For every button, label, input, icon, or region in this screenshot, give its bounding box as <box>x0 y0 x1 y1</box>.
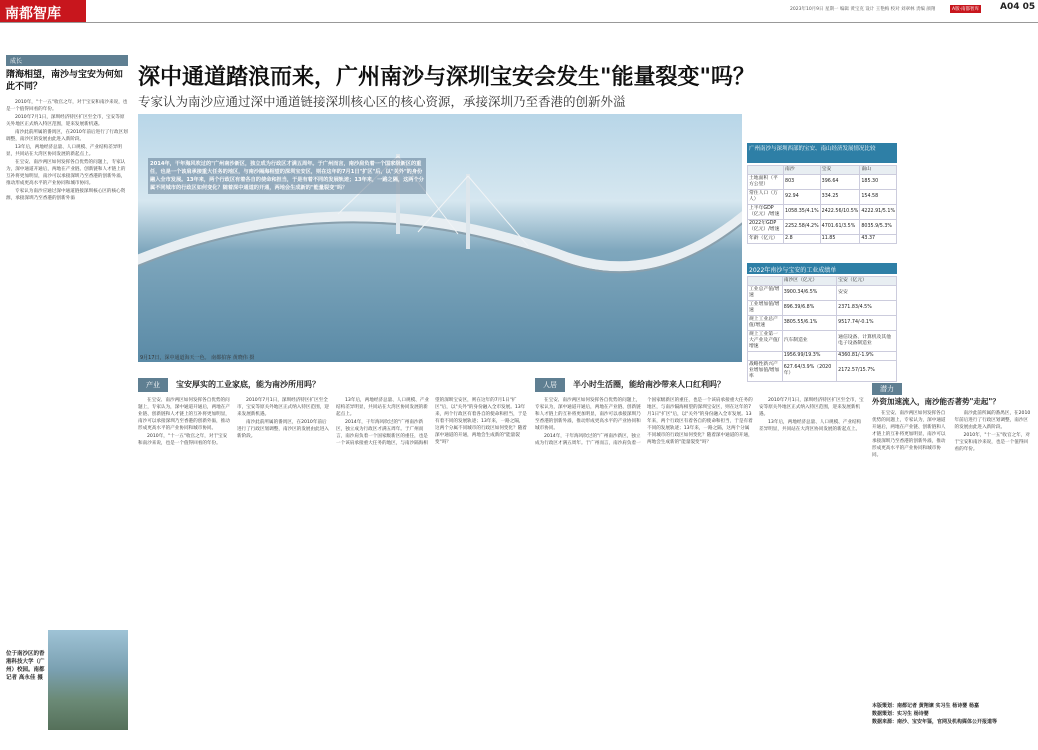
table-row <box>748 352 897 361</box>
table-cell: 8035.9/5.3% <box>860 220 897 235</box>
table-cell: 工业总产值/增速 <box>748 286 783 301</box>
table-cell: 2.8 <box>784 235 821 244</box>
table-cell: 宝安 <box>820 166 860 175</box>
left-para: 专家认为南沙应通过深中通道链接深圳核心区的核心资源，承接深圳乃至香港的创新外溢 <box>6 189 126 201</box>
section-header <box>138 376 528 393</box>
photo-overlay-text: 2014年，干年海风吹过的"广州南沙新区，独立成为行政区才满五周年。于广州而言，南沙肩负着一个国家级新区的重任，也是一个该肩承接重大任务的地区，与南沙隔海相望的深圳宝安区，则在这年的7月1日"扩区"后，以"关外"的身份融入全市发展。13年来，两个行政区有着各自的使命和担当，于是有着不同的发展轨迹；13年来，一路之隔，这两个分属不同城市的行政区如何变化？随着深中通道的开通，两地会生成新的"能量裂变"吗？ <box>148 158 426 194</box>
table-row <box>748 331 897 352</box>
table-cell: 上半年GDP（亿元）/增速 <box>748 205 784 220</box>
photo-caption: 9月17日，深中通道海天一色。 南都拍客 黄晓伟 摄 <box>140 355 255 361</box>
table-cell: 43.37 <box>860 235 897 244</box>
accent-tag: A版·南都智库 <box>952 7 980 12</box>
table-cell: 汽车制造业 <box>782 331 836 352</box>
table-cell: 战略性新兴产业增加值/增加率 <box>748 361 783 382</box>
table-cell: 4222.91/5.1% <box>860 205 897 220</box>
left-section-tag: 成长 <box>6 55 128 66</box>
table-cell: 工业增加值/增速 <box>748 301 783 316</box>
table-cell: 南沙 <box>784 166 821 175</box>
table2-title: 2022年南沙与宝安的工业成绩单 <box>747 263 897 274</box>
left-body <box>6 99 128 202</box>
table-cell: 9517.74/-0.1% <box>837 316 897 331</box>
table-row <box>748 301 897 316</box>
body-para: 2010年，"十一五"收官之年，对于宝安和南沙来说，也是一个值得回看的年份。 <box>954 433 1030 452</box>
masthead-rule <box>0 22 1038 23</box>
table-row <box>748 286 897 301</box>
table-cell: 4360.81/-1.9% <box>837 352 897 361</box>
body-para: 13年后，两地经济总量、人口规模、产业结构差异明显，共同站在大湾区协同发展的新起点上。 <box>336 398 429 417</box>
table-cell: 334.25 <box>820 190 860 205</box>
table-row <box>748 220 897 235</box>
body-para: 2010年，"十一五"收官之年，对于宝安和南沙来说，也是一个值得回看的年份。 <box>138 434 228 446</box>
table-cell: 规上工业总产值/增速 <box>748 316 783 331</box>
body-para: 在宝安、南沙两区如何发挥各自优势的问题上，专家认为，深中通道开通后，两地在产业链、创新链和人才链上的互补将更加明显，南沙可以承接深圳乃至香港的创新外溢，推动形成更高水平的产业协同和城市协同。 <box>138 398 230 431</box>
table-cell: 3805.55/6.1% <box>782 316 836 331</box>
table-cell: 185.30 <box>860 175 897 190</box>
section-title: 外资加速流入，南沙能否著势"走起"？ <box>872 397 1000 406</box>
table-cell <box>748 352 783 361</box>
potential-body <box>872 410 1032 459</box>
table-cell: 年龄（亿元） <box>748 235 784 244</box>
credit-source: 数据来源：南沙、宝安年鉴，官网及机构媒体公开报道等 <box>872 719 998 725</box>
section-industry <box>138 376 528 732</box>
bridge-illustration <box>138 114 742 362</box>
table1 <box>747 165 897 244</box>
table-row <box>748 205 897 220</box>
table-cell: 396.64 <box>820 175 860 190</box>
table-cell: 宝安（亿元） <box>837 277 897 286</box>
body-para: 在宝安、南沙两区如何发挥各自优势的问题上，专家认为，深中通道开通后，两地在产业链、创新链和人才链上的互补将更加明显，南沙可以承接深圳乃至香港的创新外溢，推动形成更高水平的产业协同和城市协同。 <box>535 398 641 431</box>
subtitle: 专家认为南沙应通过深中通道链接深圳核心区的核心资源，承接深圳乃至香港的创新外溢 <box>138 94 626 109</box>
body-para: 在宝安、南沙两区如何发挥各自优势的问题上，专家认为，深中通道开通后，两地在产业链、创新链和人才链上的互补将更加明显，南沙可以承接深圳乃至香港的创新外溢，推动形成更高水平的产业协同和城市协同。 <box>872 411 946 458</box>
table-cell: 通信设备、计算机及其他电子设备制造业 <box>837 331 897 352</box>
section-potential <box>872 376 1032 732</box>
table-row <box>748 175 897 190</box>
table-cell <box>748 166 784 175</box>
table-cell: 803 <box>784 175 821 190</box>
table-cell: 1058.35/4.1% <box>784 205 821 220</box>
table-cell: 2252.58/4.2% <box>784 220 821 235</box>
table-cell: 3900.34/6.5% <box>782 286 836 301</box>
page-number: A04 05 <box>1000 2 1036 12</box>
body-para: 2014年，干年海风吹过的"广州南沙新区，独立成为行政区才满五周年。于广州而言，南沙肩负着一个国家级新区的重任，也是一个该肩承接重大任务的地区，与南沙隔海相望的深圳宝安区，则在这年的7月1日"扩区"后，以"关外"的身份融入全市发展。13年来，两个行政区有着各自的使命和担当，于是有着不同的发展轨迹；13年来，一路之隔，这两个分属不同城市的行政区如何变化？随着深中通道的开通，两地会生成新的"能量裂变"吗？ <box>535 398 753 446</box>
body-para: 2010年7月1日，深圳经济特区扩区至全市，宝安等原关外地区正式纳入特区范围，迎来发展新机遇。 <box>237 398 329 417</box>
table-cell: 2422.56/10.5% <box>820 205 860 220</box>
table1-title: 广州南沙与深圳西部的宝安、南山经济发展情况比较 <box>747 143 897 163</box>
left-photo <box>48 630 128 730</box>
main-photo <box>138 114 742 362</box>
body-para: 13年后，两地经济总量、人口规模、产业结构差异明显，共同站在大湾区协同发展的新起点上。 <box>759 420 862 432</box>
section-title: 宝安厚实的工业家底，能为南沙所用吗？ <box>176 380 320 389</box>
table-cell: 土地面积（平方公里） <box>748 175 784 190</box>
table-cell: 常住人口（万人） <box>748 190 784 205</box>
industry-body <box>138 397 528 447</box>
table-cell: 安安 <box>837 286 897 301</box>
body-para: 2010年7月1日，深圳经济特区扩区至全市，宝安等原关外地区正式纳入特区范围，迎来发展新机遇。 <box>759 398 864 417</box>
brand-logo: 南都智库 <box>0 0 86 22</box>
table-row <box>748 316 897 331</box>
credits <box>872 702 1034 726</box>
table-cell: 南沙区（亿元） <box>782 277 836 286</box>
table-cell: 627.64/3.9%（2020年） <box>782 361 836 382</box>
credit-data: 数据策划：实习生 杨诗婴 <box>872 711 929 717</box>
body-para: 南沙此前所属的番禺区，在2010年前后进行了行政区划调整，南沙区的发展由此进入新阶段。 <box>954 411 1031 430</box>
left-para: 2010年7月1日，深圳经济特区扩区至全市，宝安等原关外地区正式纳入特区范围，迎来发展新机遇。 <box>6 115 125 127</box>
body-para: 2014年，干年海风吹过的"广州南沙新区，独立成为行政区才满五周年。于广州而言，南沙肩负着一个国家级新区的重任，也是一个该肩承接重大任务的地区，与南沙隔海相望的深圳宝安区，则在这年的7月1日"扩区"后，以"关外"的身份融入全市发展。13年来，两个行政区有着各自的使命和担当，于是有着不同的发展轨迹；13年来，一路之隔，这两个分属不同城市的行政区如何变化？随着深中通道的开通，两地会生成新的"能量裂变"吗？ <box>336 398 527 446</box>
table-row <box>748 235 897 244</box>
table-cell: 2022年GDP（亿元）/增速 <box>748 220 784 235</box>
left-para: 在宝安、南沙两区如何发挥各自优势的问题上，专家认为，深中通道开通后，两地在产业链、创新链和人才链上的互补将更加明显，南沙可以承接深圳乃至香港的创新外溢，推动形成更高水平的产业协同和城市协同。 <box>6 160 126 186</box>
table2 <box>747 276 897 382</box>
left-para: 2010年，"十一五"收官之年，对于宝安和南沙来说，也是一个值得回看的年份。 <box>6 100 128 112</box>
table-row <box>748 190 897 205</box>
headline: 深中通道踏浪而来，广州南沙与深圳宝安会发生"能量裂变"吗？ <box>138 65 755 90</box>
section-header <box>872 376 1032 393</box>
left-para: 13年后，两地经济总量、人口规模、产业结构差异明显，共同站在大湾区协同发展的新起点上。 <box>6 145 122 157</box>
table-cell: 规上工业第一大产业及产值/增速 <box>748 331 783 352</box>
table-cell: 1956.99/19.3% <box>782 352 836 361</box>
body-para: 南沙此前所属的番禺区，在2010年前后进行了行政区划调整，南沙区的发展由此进入新阶段。 <box>237 420 329 439</box>
table-cell: 4701.61/3.5% <box>820 220 860 235</box>
table-cell: 2371.83/4.5% <box>837 301 897 316</box>
living-body <box>535 397 865 447</box>
table-cell: 南山 <box>860 166 897 175</box>
table-cell: 11.85 <box>820 235 860 244</box>
section-tag: 潜力 <box>872 383 902 395</box>
section-header <box>535 376 865 393</box>
table1-header-row <box>748 166 897 175</box>
date-line: 2023年10月9日 星期一 编辑 黄宝克 设计 王艳梅 校对 刘翠林 责编 颜翔 <box>790 7 936 12</box>
table2-header-row <box>748 277 897 286</box>
left-title: 隋海相望，南沙与宝安为何如此不同？ <box>6 70 124 92</box>
left-photo-caption: 位于南沙区的香港科技大学（广州）校园。南都记者 高永佳 摄 <box>6 651 45 681</box>
table-cell: 896.39/6.8% <box>782 301 836 316</box>
section-living <box>535 376 865 732</box>
table-cell <box>748 277 783 286</box>
section-tag: 人居 <box>535 378 565 392</box>
table-cell: 2172.57/15.7% <box>837 361 897 382</box>
table-cell: 92.94 <box>784 190 821 205</box>
table-cell: 154.58 <box>860 190 897 205</box>
left-para: 南沙此前所属的番禺区，在2010年前后进行了行政区划调整，南沙区的发展由此进入新阶段。 <box>6 130 128 142</box>
section-title: 半小时生活圈，能给南沙带来人口红利吗？ <box>573 380 725 389</box>
credit-planner: 本版策划：南都记者 黄翔谏 实习生 杨诗婴 杨嘉 <box>872 703 979 709</box>
section-tag: 产业 <box>138 378 168 392</box>
